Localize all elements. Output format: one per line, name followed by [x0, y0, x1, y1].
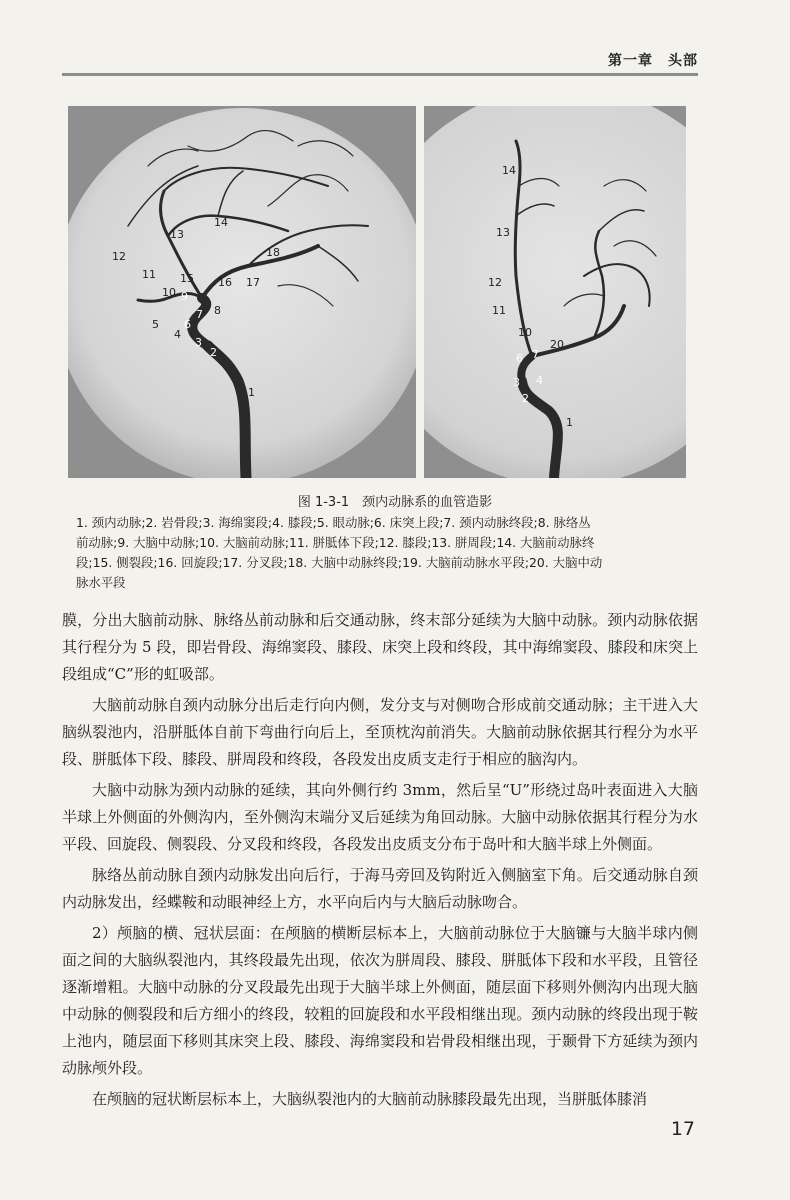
label-10: 10 — [162, 286, 176, 299]
legend-line: 1. 颈内动脉;2. 岩骨段;3. 海绵窦段;4. 膝段;5. 眼动脉;6. 床突上段;7. 颈内动脉终段;8. 脉络丛 — [76, 515, 591, 530]
label-r2: 2 — [522, 392, 529, 405]
label-r6: 6 — [516, 352, 523, 365]
label-5: 5 — [152, 318, 159, 331]
paragraph: 大脑前动脉自颈内动脉分出后走行向内侧，发分支与对侧吻合形成前交通动脉；主干进入大脑纵裂池内，沿胼胝体自前下弯曲行向后上，至顶枕沟前消失。大脑前动脉依据其行程分为水平段、胼胝体下段、膝段、胼周段和终段，各段发出皮质支走行于相应的脑沟内。 — [62, 696, 698, 768]
angiogram-lateral-image — [68, 106, 416, 478]
label-r13: 13 — [496, 226, 510, 239]
label-12: 12 — [112, 250, 126, 263]
paragraph: 大脑中动脉为颈内动脉的延续，其向外侧行约 3mm，然后呈“U”形绕过岛叶表面进入大脑半球上外侧面的外侧沟内，至外侧沟末端分叉后延续为角回动脉。大脑中动脉依据其行程分为水平段、回旋段、侧裂段、分叉段和终段，各段发出皮质支分布于岛叶和大脑半球上外侧面。 — [62, 781, 698, 853]
label-4: 4 — [174, 328, 181, 341]
label-r3: 3 — [513, 376, 520, 389]
label-18: 18 — [266, 246, 280, 259]
label-15: 15 — [180, 272, 194, 285]
label-r20: 20 — [550, 338, 564, 351]
body-text — [62, 607, 698, 1117]
page-number: 17 — [670, 1118, 695, 1140]
angiogram-frontal-view — [424, 106, 686, 478]
label-14: 14 — [214, 216, 228, 229]
label-r11: 11 — [492, 304, 506, 317]
figure-legend — [76, 513, 700, 593]
paragraph: 脉络丛前动脉自颈内动脉发出向后行，于海马旁回及钩附近入侧脑室下角。后交通动脉自颈内动脉发出，经蝶鞍和动眼神经上方，水平向后内与大脑后动脉吻合。 — [62, 866, 698, 911]
label-6: 6 — [184, 318, 191, 331]
paragraph: 2）颅脑的横、冠状层面：在颅脑的横断层标本上，大脑前动脉位于大脑镰与大脑半球内侧面之间的大脑纵裂池内，其终段最先出现，依次为胼周段、膝段、胼胝体下段和水平段，且管径逐渐增粗。大脑中动脉的分叉段最先出现于大脑半球上外侧面，随层面下移则外侧沟内出现大脑中动脉的侧裂段和后方细小的终段，较粗的回旋段和水平段相继出现。颈内动脉的终段出现于鞍上池内，随层面下移则其床突上段、膝段、海绵窦段和岩骨段相继出现，于颞骨下方延续为颈内动脉颅外段。 — [62, 924, 698, 1077]
label-r10: 10 — [518, 326, 532, 339]
label-2: 2 — [210, 346, 217, 359]
label-r4: 4 — [536, 374, 543, 387]
label-7: 7 — [196, 308, 203, 321]
label-r12: 12 — [488, 276, 502, 289]
label-r14: 14 — [502, 164, 516, 177]
label-11: 11 — [142, 268, 156, 281]
label-16: 16 — [218, 276, 232, 289]
label-r7: 7 — [532, 348, 539, 361]
paragraph: 在颅脑的冠状断层标本上，大脑纵裂池内的大脑前动脉膝段最先出现，当胼胝体膝消 — [92, 1090, 648, 1108]
label-1: 1 — [248, 386, 255, 399]
legend-line: 前动脉;9. 大脑中动脉;10. 大脑前动脉;11. 胼胝体下段;12. 膝段;13. 胼周段;14. 大脑前动脉终 — [76, 535, 595, 550]
label-13: 13 — [170, 228, 184, 241]
paragraph: 膜，分出大脑前动脉、脉络丛前动脉和后交通动脉，终末部分延续为大脑中动脉。颈内动脉依据其行程分为 5 段，即岩骨段、海绵窦段、膝段、床突上段和终段，其中海绵窦段、膝段和床突上段组成“C”形的虹吸部。 — [62, 611, 698, 683]
figure-caption: 图 1-3-1 颈内动脉系的血管造影 — [297, 495, 493, 510]
legend-line: 脉水平段 — [76, 575, 126, 590]
label-17: 17 — [246, 276, 260, 289]
label-r1: 1 — [566, 416, 573, 429]
angiogram-lateral-view — [68, 106, 416, 478]
running-header — [62, 44, 698, 76]
label-9: 9 — [181, 290, 188, 303]
angiogram-frontal-image — [424, 106, 686, 478]
label-3: 3 — [195, 336, 202, 349]
chapter-title: 第一章 头部 — [608, 53, 698, 69]
header-rule — [62, 73, 698, 76]
legend-line: 段;15. 侧裂段;16. 回旋段;17. 分叉段;18. 大脑中动脉终段;19. 大脑前动脉水平段;20. 大脑中动 — [76, 555, 603, 570]
label-8: 8 — [214, 304, 221, 317]
